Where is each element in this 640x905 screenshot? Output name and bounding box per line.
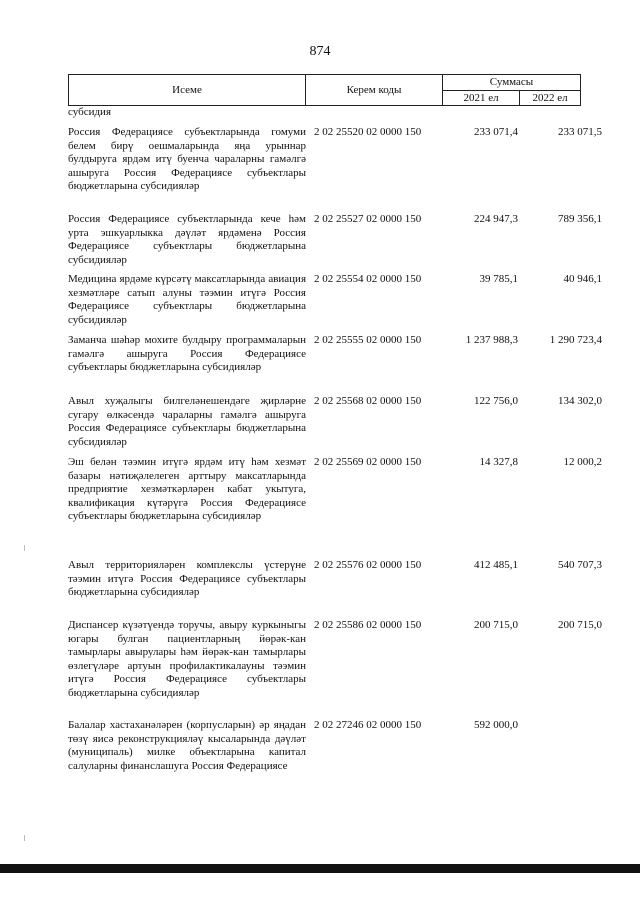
table-body	[68, 106, 608, 799]
row-code: 2 02 25568 02 0000 150	[314, 395, 422, 407]
row-name: Балалар хастаханәләрен (корпусларын) әр яңадан төзү яисә реконструкцияләү кысаларында дәүләт (муниципаль) милке объектларына капитал салуларны финанслашуга Россия Федерациясе	[68, 719, 306, 772]
row-code: 2 02 25555 02 0000 150	[314, 334, 422, 346]
row-value-2021: 39 785,1	[479, 273, 518, 285]
row-name: Заманча шәһәр мохите булдыру программаларын гамәлгә ашыруга Россия Федерациясе субъектлары бюджетларына субсидияләр	[68, 334, 306, 374]
row-value-2022: 134 302,0	[558, 395, 602, 407]
row-value-2022: 12 000,2	[563, 456, 602, 468]
continuation-text: субсидия	[68, 106, 112, 118]
row-value-2022: 1 290 723,4	[549, 334, 602, 346]
table-row	[68, 456, 608, 559]
row-code: 2 02 25576 02 0000 150	[314, 559, 422, 571]
table-row	[68, 273, 608, 334]
table-row	[68, 126, 608, 213]
row-value-2021: 412 485,1	[474, 559, 518, 571]
table-row	[68, 719, 608, 799]
row-value-2021: 14 327,8	[479, 456, 518, 468]
row-value-2022: 40 946,1	[563, 273, 602, 285]
row-code: 2 02 25586 02 0000 150	[314, 619, 422, 631]
table-row	[68, 559, 608, 619]
row-name: Диспансер күзәтүендә торучы, авыру куркыныгы югары булган пациентларның йөрәк-кан тамырлары авырулары һәм йөрәк-кан тамырлары өзлегүләре артуын профилактикалауны тәэмин итүгә Россия Федерациясе субъектлары бюджетларына субсидияләр	[68, 619, 306, 699]
row-name: Россия Федерациясе субъектларында гомуми белем бирү оешмаларында яңа урыннар булдыруга ярдәм итү буенча чараларны гамәлгә ашыруга Россия Федерациясе субъектлары бюджетларына субсидияләр	[68, 126, 306, 193]
continuation-row	[68, 106, 608, 126]
page-number: 874	[309, 44, 331, 59]
row-value-2022: 200 715,0	[558, 619, 602, 631]
row-value-2021: 122 756,0	[474, 395, 518, 407]
row-code: 2 02 25527 02 0000 150	[314, 213, 422, 225]
table-row	[68, 334, 608, 395]
scan-edge-mark	[24, 545, 25, 551]
row-value-2021: 224 947,3	[474, 213, 518, 225]
row-value-2021: 592 000,0	[474, 719, 518, 731]
row-value-2022: 789 356,1	[558, 213, 602, 225]
row-value-2022: 233 071,5	[558, 126, 602, 138]
row-value-2022: 540 707,3	[558, 559, 602, 571]
year-2021-header: 2021 ел	[443, 90, 520, 106]
name-column-header: Исеме	[69, 75, 306, 106]
code-column-header: Керем коды	[306, 75, 443, 106]
row-name: Медицина ярдәме күрсәтү максатларында авиация хезмәтләре сатып алуны тәэмин итүгә Россия Федерациясе субъектлары бюджетларына субсидияләр	[68, 273, 306, 326]
scan-bottom-edge	[0, 864, 640, 873]
row-name: Авыл хуҗалыгы билгеләнешендәге җирләрне сугару өлкәсендә чараларны гамәлгә ашыруга Россия Федерациясе субъектлары бюджетларына субсидияләр	[68, 395, 306, 448]
row-name: Эш белән тәэмин итүгә ярдәм итү һәм хезмәт базары нәтиҗәлелеген арттыру максатларында предприятие хезмәткәрләрен кабат укытуга, квалификация күтәрүгә Россия Федерациясе субъектлары бюджетларына субсидияләр	[68, 456, 306, 523]
scan-edge-mark	[24, 835, 25, 841]
year-2022-header: 2022 ел	[520, 90, 581, 106]
row-value-2021: 200 715,0	[474, 619, 518, 631]
table-header	[68, 74, 581, 106]
row-name: Авыл территорияләрен комплекслы үстерүне тәэмин итүгә Россия Федерациясе субъектлары бюджетларына субсидияләр	[68, 559, 306, 599]
row-value-2021: 233 071,4	[474, 126, 518, 138]
row-code: 2 02 25554 02 0000 150	[314, 273, 422, 285]
row-code: 2 02 25569 02 0000 150	[314, 456, 422, 468]
row-value-2021: 1 237 988,3	[465, 334, 518, 346]
row-code: 2 02 27246 02 0000 150	[314, 719, 422, 731]
table-row	[68, 619, 608, 719]
table-row	[68, 213, 608, 273]
sum-column-header: Суммасы	[443, 75, 581, 91]
row-name: Россия Федерациясе субъектларында кече һәм урта эшкуарлыкка дәүләт ярдәменә Россия Федерациясе субъектлары бюджетларына субсидияләр	[68, 213, 306, 266]
table-row	[68, 395, 608, 456]
row-code: 2 02 25520 02 0000 150	[314, 126, 422, 138]
